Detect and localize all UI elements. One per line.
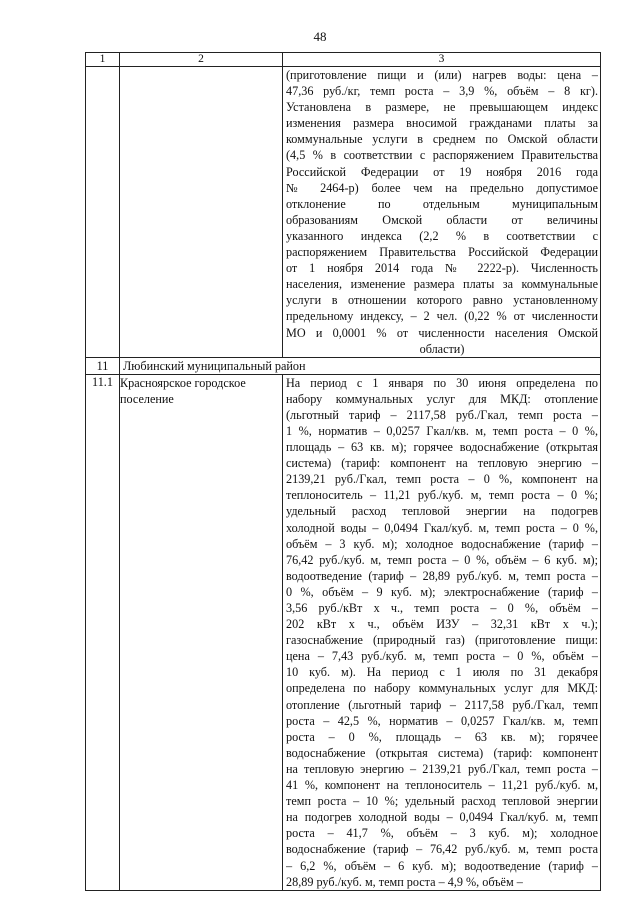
table-row-11-1 [86,374,601,890]
text-line: отопление (льготный тариф – 2117,58 руб./Гкал, темп [286,697,598,712]
text-line: Российской Федерации от 19 ноября 2016 года [286,164,598,179]
text-line: водоснабжение (тариф – 76,42 руб./куб. м, темп роста [286,842,598,857]
continued-text [283,67,600,357]
text-line: удельный расход тепловой энергии на подогрев [286,504,598,519]
subrow-text-cell [283,374,601,890]
text-line: теплоноситель – 11,21 руб./куб. м, темп роста – 0 %; [286,488,598,503]
text-line: цена – 7,43 руб./куб. м, темп роста – 0 %, объём – [286,649,598,664]
subrow-name [120,374,283,890]
text-line: газоснабжение (природный газ) (приготовление пищи: [286,633,598,648]
text-line: 202 кВт х ч., объём ИЗУ – 32,31 кВт х ч.); [286,617,598,632]
text-line: На период с 1 января по 30 июня определена по [286,375,598,390]
text-line: роста – 0 %, площадь – 63 кв. м); горячее [286,729,598,744]
text-line: объём – 3 куб. м); холодное водоснабжение (тариф – [286,536,598,551]
text-line: Установлена в размере, не превышающем индекс [286,100,598,115]
continued-text-cell [283,67,601,358]
header-col-2: 2 [120,53,283,67]
text-line: образованиям Омской области от величины [286,212,598,227]
text-line: (приготовление пищи и (или) нагрев воды: цена – [286,68,598,82]
text-line: темп роста – 10 %; удельный расход тепловой энергии [286,794,598,809]
text-line: площадь – 63 кв. м); горячее водоснабжение (открытая [286,440,598,455]
text-line: отклонение по отдельным муниципальным [286,196,598,211]
text-line: 1 %, норматив – 0,0257 Гкал/кв. м, темп роста – 0 %, [286,423,598,438]
text-line: № 2464-р) более чем на предельно допустимое [286,180,598,195]
continued-name-cell [120,67,283,358]
page-number: 48 [313,29,327,44]
header-col-1: 1 [86,53,120,67]
continued-num-cell [86,67,120,358]
text-line: водоснабжение (открытая система) (тариф: компонент [286,745,598,760]
text-line: области) [419,341,465,356]
text-line: роста – 42,5 %, норматив – 0,0257 Гкал/кв. м, темп [286,713,598,728]
text-line: 10 куб. м). На период с 1 июля по 31 декабря [286,665,598,680]
subrow-name-line1: Красноярское городское [120,375,246,390]
text-line: 3,56 руб./кВт х ч., темп роста – 0 %, объём – [286,601,598,615]
table-header-row [86,53,601,67]
text-line: (льготный тариф – 2117,58 руб./Гкал, темп роста – [286,407,598,422]
text-line: изменения размера вносимой гражданами платы за [286,116,598,131]
section-title: Любинский муниципальный район [120,357,601,374]
text-line: холодной воды – 0,0494 Гкал/куб. м, темп роста – 0 %, [286,520,598,535]
section-number: 11 [86,357,120,374]
text-line: 76,42 руб./куб. м, темп роста – 0 %, объём – 6 куб. м); [286,552,598,567]
text-line: определена по набору коммунальных услуг для МКД: [286,681,598,696]
subrow-number: 11.1 [86,374,120,890]
text-line: 2139,21 руб./Гкал, темп роста – 0 %, компонент на [286,472,598,487]
subrow-name-line2: поселение [120,391,174,406]
text-line: (4,5 % в соответствии с распоряжением Правительства [286,148,598,163]
text-line: предельному индексу, – 2 чел. (0,22 % от численности [286,309,598,324]
header-col-3: 3 [283,53,601,67]
text-line: 47,36 руб./кг, темп роста – 3,9 %, объём – 8 кг). [286,84,598,99]
text-line: 28,89 руб./куб. м, темп роста – 4,9 %, объём – [286,874,523,889]
text-line: водоотведение (тариф – 28,89 руб./куб. м, темп роста – [286,568,598,583]
text-line: набору коммунальных услуг для МКД: отопление [286,391,598,406]
text-line: населения, изменение размера платы за коммунальные [286,277,598,292]
text-line: от 1 ноября 2014 года № 2222-р). Численность [286,261,598,276]
text-line: система) (тариф: компонент на тепловую энергию – [286,456,598,471]
text-line: – 6,2 %, объём – 6 куб. м); водоотведение (тариф – [286,858,598,873]
text-line: МО и 0,0001 % от численности населения Омской [286,325,598,340]
text-line: распоряжением Правительства Российской Федерации [286,245,598,260]
text-line: указанного индекса (2,2 % в соответствии с [286,228,598,243]
section-row [86,357,601,374]
text-line: на подогрев холодной воды – 0,0494 Гкал/куб. м, темп [286,810,598,825]
text-line: на тепловую энергию – 2139,21 руб./Гкал, темп роста – [286,761,598,776]
text-line: услуги в отношении которого равно установленному [286,293,598,308]
text-line: роста – 41,7 %, объём – 3 куб. м); холодное [286,826,598,841]
subrow-text [283,375,600,890]
text-line: 41 %, компонент на теплоноситель – 11,21 руб./куб. м, [286,778,598,793]
tariff-table [85,52,601,891]
text-line: коммунальные услуги в среднем по Омской области [286,132,598,147]
text-line: 0 %, объём – 9 куб. м); электроснабжение (тариф – [286,584,598,599]
table-row-continued [86,67,601,358]
